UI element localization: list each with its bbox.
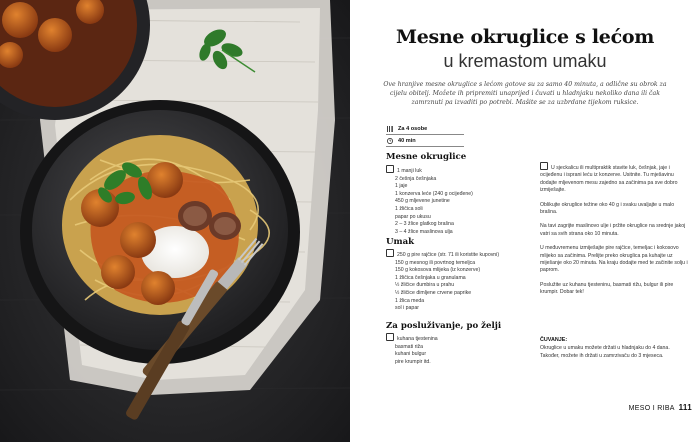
time-text: 40 min bbox=[398, 137, 416, 144]
ingredient-item: 1 žličica češnjaka u granulama bbox=[395, 274, 466, 281]
storage-text: Okruglice u umaku možete držati u hladnjaku do 4 dana. Također, možete ih držati u zamrzivaču do 3 mjeseca. bbox=[540, 345, 670, 359]
ingredient-item: basmati riža bbox=[395, 343, 423, 350]
ingredient-item: kuhana tjestenina bbox=[386, 333, 516, 344]
recipe-page bbox=[350, 0, 700, 442]
method-step: Poslužite uz kuhanu tjesteninu, basmati rižu, bulgur ili pire krumpir. Dobar tek! bbox=[540, 281, 674, 296]
ingredient-item: 1 žličica soli bbox=[395, 205, 423, 212]
ingredient-item: 1 jaje bbox=[395, 183, 408, 190]
page-number: 111 bbox=[678, 403, 692, 412]
method-steps bbox=[540, 162, 690, 304]
ingredient-item: kuhani bulgur bbox=[395, 351, 427, 358]
ingredient-item: 3 – 4 žlice maslinova ulja bbox=[395, 228, 453, 235]
method-step: U međuvremenu izmiješajte pire rajčice, temeljac i kokosovo mlijeko sa začinima. Prelijte preko okruglica pa kuhajte uz miješanje oko 20 minuta. Na kraju dodajte med te začinite solju i paprom. bbox=[540, 245, 688, 274]
ingredient-item: 2 – 3 žlice glatkog brašna bbox=[395, 221, 454, 228]
servings-row bbox=[386, 123, 464, 135]
storage-label: ČUVANJE: bbox=[540, 337, 568, 343]
ingredient-item: 150 g kokosova mlijeka (iz konzerve) bbox=[395, 267, 481, 274]
ingredient-item: pire krumpir itd. bbox=[395, 358, 431, 365]
ingredient-item: ½ žličice đumbira u prahu bbox=[395, 282, 455, 289]
ingredient-item: sol i papar bbox=[395, 305, 419, 312]
method-step: Na tavi zagrijte maslinovo ulje i pržite okruglice na srednje jakoj vatri sa svih strana oko 10 minuta. bbox=[540, 223, 686, 237]
time-row bbox=[386, 135, 464, 147]
recipe-title: Mesne okruglice s lećom bbox=[395, 26, 655, 48]
ingredient-item: 250 g pire rajčice (str. 71 ili koristite kupovni) bbox=[386, 249, 518, 260]
ingredient-item: ½ žličice dimljene crvene paprike bbox=[395, 289, 472, 296]
serve-list bbox=[386, 333, 516, 366]
ingredient-item: 2 češnja češnjaka bbox=[395, 175, 437, 182]
method-step: U sjeckalicu ili multipraktik stavite luk, češnjak, jaje i ocijeđenu i isprani leću iz konzerve. Usitnite. Tu mješavinu dodajte mljevenom mesu zajedno sa začinima pa sve dobro izmiješajte. bbox=[540, 162, 690, 195]
meatballs-heading: Mesne okruglice bbox=[386, 152, 467, 162]
sauce-heading: Umak bbox=[386, 237, 415, 247]
ingredient-item: 1 manji luk bbox=[386, 165, 526, 176]
footer-section: MESO I RIBA bbox=[628, 405, 675, 412]
method-step: Oblikujte okruglice težine oko 40 g i svaku uvaljajte u malo brašna. bbox=[540, 201, 675, 216]
ingredient-item: papar po ukusu bbox=[395, 213, 431, 220]
clock-icon bbox=[386, 138, 394, 144]
recipe-subtitle: u kremastom umaku bbox=[443, 51, 607, 71]
meatballs-list bbox=[386, 165, 526, 236]
checkbox-icon bbox=[386, 165, 394, 173]
checkbox-icon bbox=[386, 249, 394, 257]
cutlery-icon bbox=[386, 126, 394, 132]
ingredient-item: 450 g mljevene junetine bbox=[395, 198, 450, 205]
ingredient-item: 1 žlica meda bbox=[395, 297, 425, 304]
checkbox-icon bbox=[540, 162, 548, 170]
checkbox-icon bbox=[386, 333, 394, 341]
storage-note bbox=[540, 337, 690, 360]
ingredient-item: 150 g mesnog ili povrtnog temeljca bbox=[395, 259, 476, 266]
servings-text: Za 4 osobe bbox=[398, 125, 428, 132]
serve-heading: Za posluživanje, po želji bbox=[386, 321, 502, 331]
recipe-meta bbox=[386, 123, 464, 147]
recipe-intro: Ove hranjive mesne okruglice s lećom gotove su za samo 40 minuta, a odlične su obrok za cijelu obitelj. Možete ih pripremiti unaprijed i čuvati u hladnjaku nekoliko dana ili čak zamrznuti pa izvaditi po potrebi. Mašite se za uzbrdane tijekom ruksice. bbox=[383, 81, 667, 106]
sauce-list bbox=[386, 249, 518, 313]
ingredient-item: 1 konzerva leće (240 g ocijeđene) bbox=[395, 190, 473, 197]
page-footer bbox=[629, 403, 692, 412]
